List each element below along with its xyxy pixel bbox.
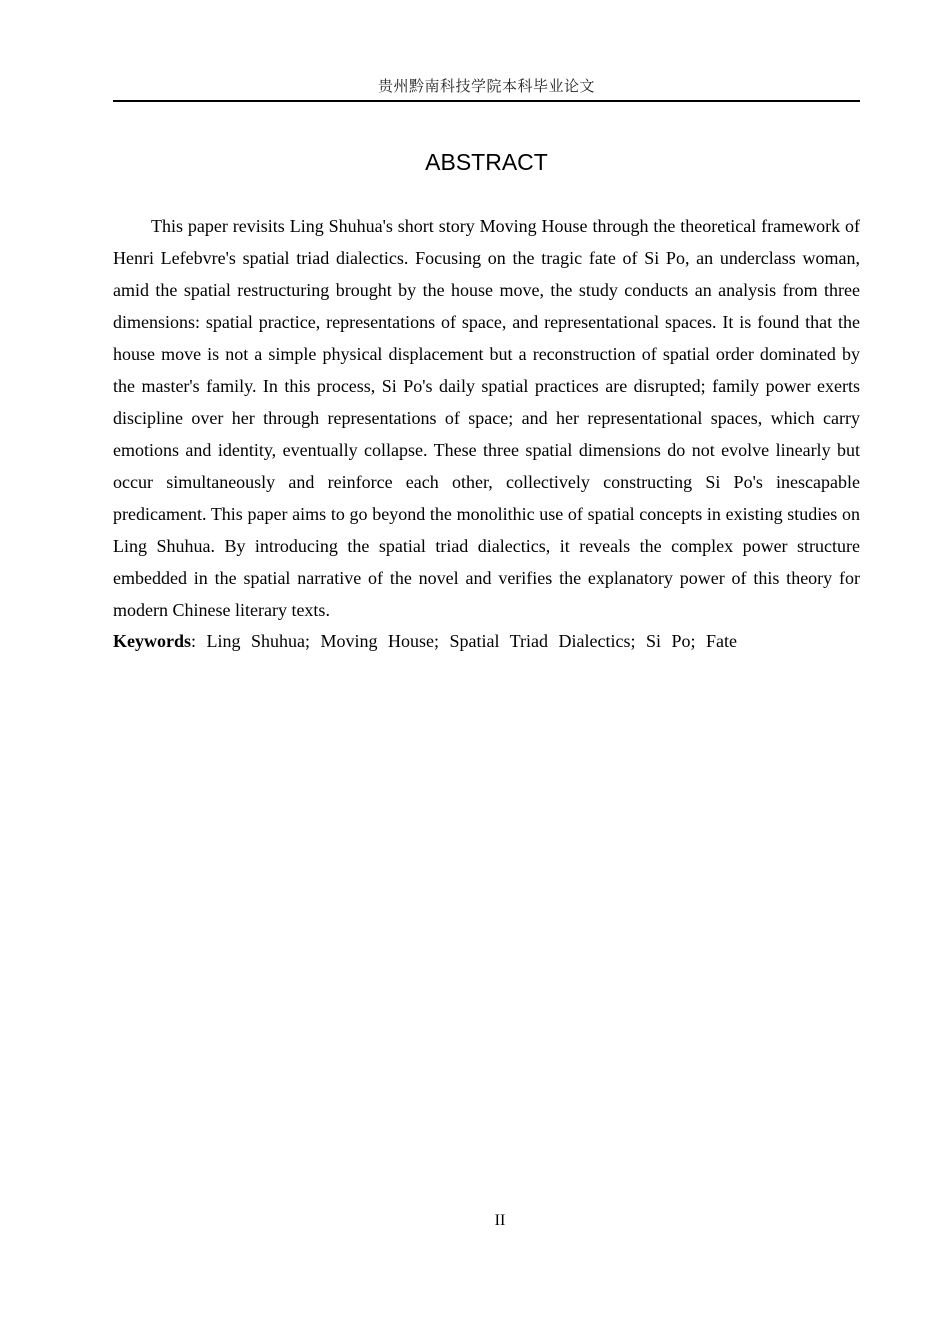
header-rule bbox=[113, 100, 860, 102]
keywords-list: Ling Shuhua; Moving House; Spatial Triad Dialectics; Si Po; Fate bbox=[206, 631, 738, 651]
page-number: II bbox=[494, 1212, 506, 1229]
running-header: 贵州黔南科技学院本科毕业论文 bbox=[377, 77, 595, 95]
abstract-title: ABSTRACT bbox=[425, 149, 548, 175]
keywords-label: Keywords bbox=[113, 631, 191, 651]
abstract-paragraph: This paper revisits Ling Shuhua's short story Moving House through the theoretical framework of Henri Lefebvre's spatial triad dialectics. Focusing on the tragic fate of Si Po, an underclass woman, amid the spatial restructuring brought by the house move, the study conducts an analysis from three dimensions: spatial practice, representations of space, and representational spaces. It is found that the house move is not a simple physical displacement but a reconstruction of spatial order dominated by the master's family. In this process, Si Po's daily spatial practices are disrupted; family power exerts discipline over her through representations of space; and her representational spaces, which carry emotions and identity, eventually collapse. These three spatial dimensions do not evolve linearly but occur simultaneously and reinforce each other, collectively constructing Si Po's inescapable predicament. This paper aims to go beyond the monolithic use of spatial concepts in existing studies on Ling Shuhua. By introducing the spatial triad dialectics, it reveals the complex power structure embedded in the spatial narrative of the novel and verifies the explanatory power of this theory for modern Chinese literary texts. bbox=[113, 216, 860, 620]
keywords-separator: : bbox=[191, 631, 207, 651]
keywords-line bbox=[113, 626, 860, 656]
